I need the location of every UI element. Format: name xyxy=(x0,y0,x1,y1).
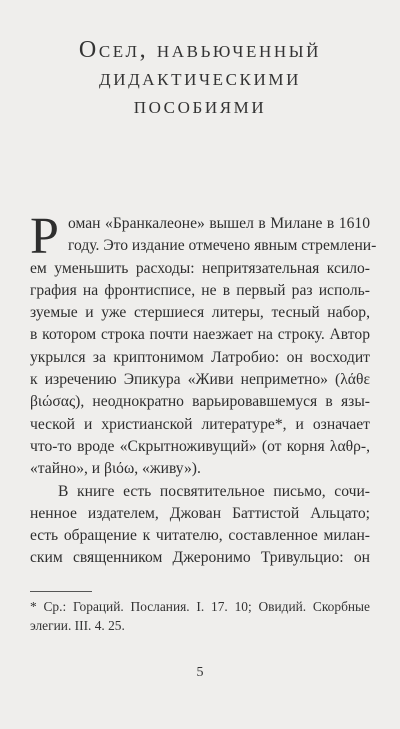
text-line: ским священником Джеронимо Тривульцио: он xyxy=(30,549,370,567)
text-line: «тайно», и βιόω, «живу»). xyxy=(30,460,201,478)
text-line: что-то вроде «Скрытноживущий» (от корня λαθρ-, xyxy=(30,437,370,455)
chapter-title-line-2: дидактическими xyxy=(99,65,301,91)
footnote-line: элегии. III. 4. 25. xyxy=(30,618,125,633)
text-line: ческой и христианской литературе*, и означает xyxy=(30,415,370,433)
text-line: ненное издателем, Джован Баттистой Альцато; xyxy=(30,504,370,522)
footnote xyxy=(30,597,370,635)
chapter-title xyxy=(0,36,400,120)
text-line: к изречению Эпикура «Живи неприметно» (λάθε xyxy=(30,371,370,389)
paragraph-1 xyxy=(30,208,377,481)
text-line: году. Это издание отмечено явным стремлени- xyxy=(68,237,377,255)
text-line: графия на фронтисписе, не в первый раз исполь- xyxy=(30,281,370,299)
text-line: ем уменьшить расходы: непритязательная ксило- xyxy=(30,259,370,277)
chapter-title-line-3: пособиями xyxy=(133,93,267,119)
footnote-line: * Ср.: Гораций. Послания. I. 17. 10; Овидий. Скорбные xyxy=(30,599,370,614)
text-line: есть обращение к читателю, составленное милан- xyxy=(30,527,370,545)
body-text xyxy=(30,208,377,570)
text-line: зуемые и уже стершиеся литеры, тесный набор, xyxy=(30,304,370,322)
footnote-divider xyxy=(30,591,92,592)
text-line: βιώσας), неоднократно варьировавшемуся в язы- xyxy=(30,393,370,411)
text-line: в котором строка почти наезжает на строку. Автор xyxy=(30,326,370,344)
text-line: укрылся за криптонимом Латробио: он восходит xyxy=(30,348,370,366)
chapter-title-line-1: Осел, навьюченный xyxy=(78,37,322,63)
drop-cap: Р xyxy=(30,208,59,265)
paragraph-2 xyxy=(30,481,370,570)
text-line: В книге есть посвятительное письмо, сочи- xyxy=(58,482,370,500)
text-line: оман «Бранкалеоне» вышел в Милане в 1610 xyxy=(68,215,370,232)
page-number: 5 xyxy=(196,665,204,680)
